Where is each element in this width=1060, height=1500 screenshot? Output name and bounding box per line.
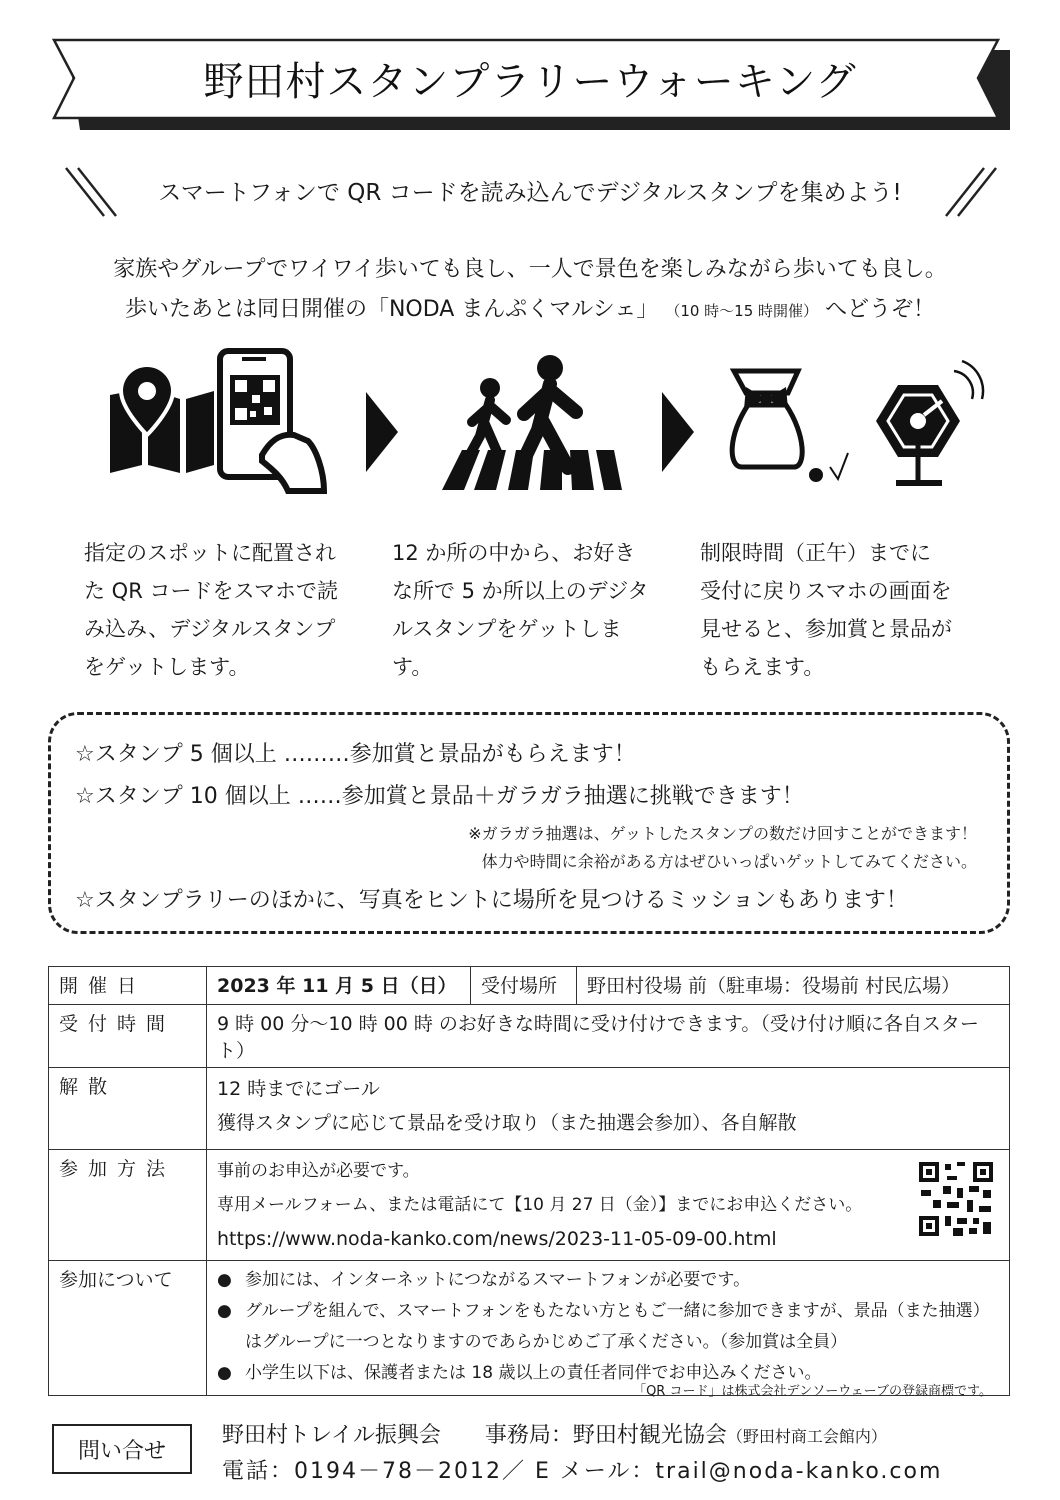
step-3-line: もらえます。 [700, 655, 825, 679]
about-bullet-1: ● 参加には、インターネットにつながるスマートフォンが必要です。 [217, 1265, 999, 1296]
contact-org: 野田村トレイル振興会 事務局：野田村観光協会 [222, 1423, 727, 1448]
dismiss-value [207, 1068, 1010, 1150]
table-row [49, 1005, 1010, 1068]
date-value: 2023 年 11 月 5 日（日） [207, 967, 471, 1005]
table-row [49, 967, 1010, 1005]
title-ribbon [50, 38, 1010, 130]
intro-line-2a: 歩いたあとは同日開催の「NODA まんぷくマルシェ」 [124, 297, 659, 322]
step-2-text [392, 534, 682, 686]
date-label: 開催日 [49, 967, 207, 1005]
step-1-line: た QR コードをスマホで読 [84, 579, 339, 603]
method-line-1: 事前のお申込が必要です。 [217, 1161, 420, 1181]
method-value [207, 1150, 1010, 1261]
table-row [49, 1150, 1010, 1261]
method-url-link[interactable]: https://www.noda-kanko.com/news/2023-11-05-09-00.html [217, 1228, 777, 1250]
intro-line-2 [40, 292, 1020, 323]
dismiss-label: 解散 [49, 1068, 207, 1150]
table-row [49, 1068, 1010, 1150]
about-label: 参加について [49, 1261, 207, 1396]
reward-5-stamps: ☆スタンプ 5 個以上 ………参加賞と景品がもらえます！ [75, 742, 636, 767]
intro-line-2b: へどうぞ！ [825, 297, 936, 322]
contact-organization [222, 1418, 887, 1449]
walking-people-icon [432, 350, 622, 499]
step-3-line: 制限時間（正午）までに [700, 541, 931, 565]
dismiss-line-1: 12 時までにゴール [217, 1078, 380, 1100]
intro-line-2-small: （10 時～15 時開催） [665, 302, 819, 320]
lottery-note-1: ※ガラガラ抽選は、ゲットしたスタンプの数だけ回すことができます！ [468, 824, 977, 843]
intro-line-1: 家族やグループでワイワイ歩いても良し、一人で景色を楽しみながら歩いても良し。 [113, 257, 947, 282]
step-3-line: 見せると、参加賞と景品が [700, 617, 952, 641]
step-2-line: な所で 5 か所以上のデジタ [392, 579, 649, 603]
prize-lottery-icon [728, 355, 988, 499]
step-3-text [700, 534, 990, 686]
step-2-line: す。 [392, 655, 433, 679]
contact-org-small: （野田村商工会館内） [726, 1427, 887, 1446]
trademark-note: 「QR コード」は株式会社デンソーウェーブの登録商標です。 [633, 1384, 992, 1399]
about-value [207, 1261, 1010, 1396]
event-info-table [48, 966, 1010, 1396]
subtitle: スマートフォンで QR コードを読み込んでデジタルスタンプを集めよう! [158, 179, 902, 206]
rewards-box [48, 712, 1010, 934]
step-1-line: み込み、デジタルスタンプ [84, 617, 336, 641]
lottery-note-2: 体力や時間に余裕がある方はぜひいっぱいゲットしてみてください。 [481, 852, 977, 871]
qr-code-icon[interactable] [917, 1160, 995, 1243]
time-label: 受付時間 [49, 1005, 207, 1068]
step-3-line: 受付に戻りスマホの画面を [700, 579, 952, 603]
about-bullet-3: ● 小学生以下は、保護者または 18 歳以上の責任者同伴でお申込みください。 [217, 1358, 999, 1389]
time-value: 9 時 00 分～10 時 00 時 のお好きな時間に受け付けできます。（受け付け順に各自スタート） [207, 1005, 1010, 1068]
page-title: 野田村スタンプラリーウォーキング [203, 58, 857, 105]
step-1-text [84, 534, 374, 686]
subtitle-block [60, 162, 1000, 222]
method-line-2: 専用メールフォーム、または電話にて【10 月 27 日（金）】までにお申込ください。 [217, 1195, 863, 1215]
about-bullet-2: ● グループを組んで、スマートフォンをもたない方ともご一緒に参加できますが、景品（また抽選）はグループに一つとなりますのであらかじめご了承ください。（参加賞は全員） [217, 1296, 999, 1358]
table-row [49, 1261, 1010, 1396]
venue-label: 受付場所 [471, 967, 577, 1005]
mission-note: ☆スタンプラリーのほかに、写真をヒントに場所を見つけるミッションもあります！ [75, 888, 908, 913]
step-1-line: 指定のスポットに配置され [84, 541, 336, 565]
slash-right-icon [940, 162, 1000, 222]
chevron-right-icon [366, 392, 400, 476]
contact-label: 問い合せ [52, 1424, 192, 1474]
step-2-line: ルスタンプをゲットしま [392, 617, 622, 641]
step-1-line: をゲットします。 [84, 655, 250, 679]
contact-phone-email[interactable]: 電話：0194－78－2012／ E メール：trail@noda-kanko.com [222, 1459, 943, 1484]
step-2-line: 12 か所の中から、お好き [392, 541, 636, 565]
venue-value: 野田村役場 前（駐車場：役場前 村民広場） [577, 967, 1010, 1005]
dismiss-line-2: 獲得スタンプに応じて景品を受け取り（また抽選会参加）、各自解散 [217, 1112, 797, 1134]
chevron-right-icon [662, 392, 696, 476]
method-label: 参加方法 [49, 1150, 207, 1261]
map-phone-qr-icon [102, 345, 342, 499]
reward-10-stamps: ☆スタンプ 10 個以上 ……参加賞と景品＋ガラガラ抽選に挑戦できます！ [75, 784, 804, 809]
